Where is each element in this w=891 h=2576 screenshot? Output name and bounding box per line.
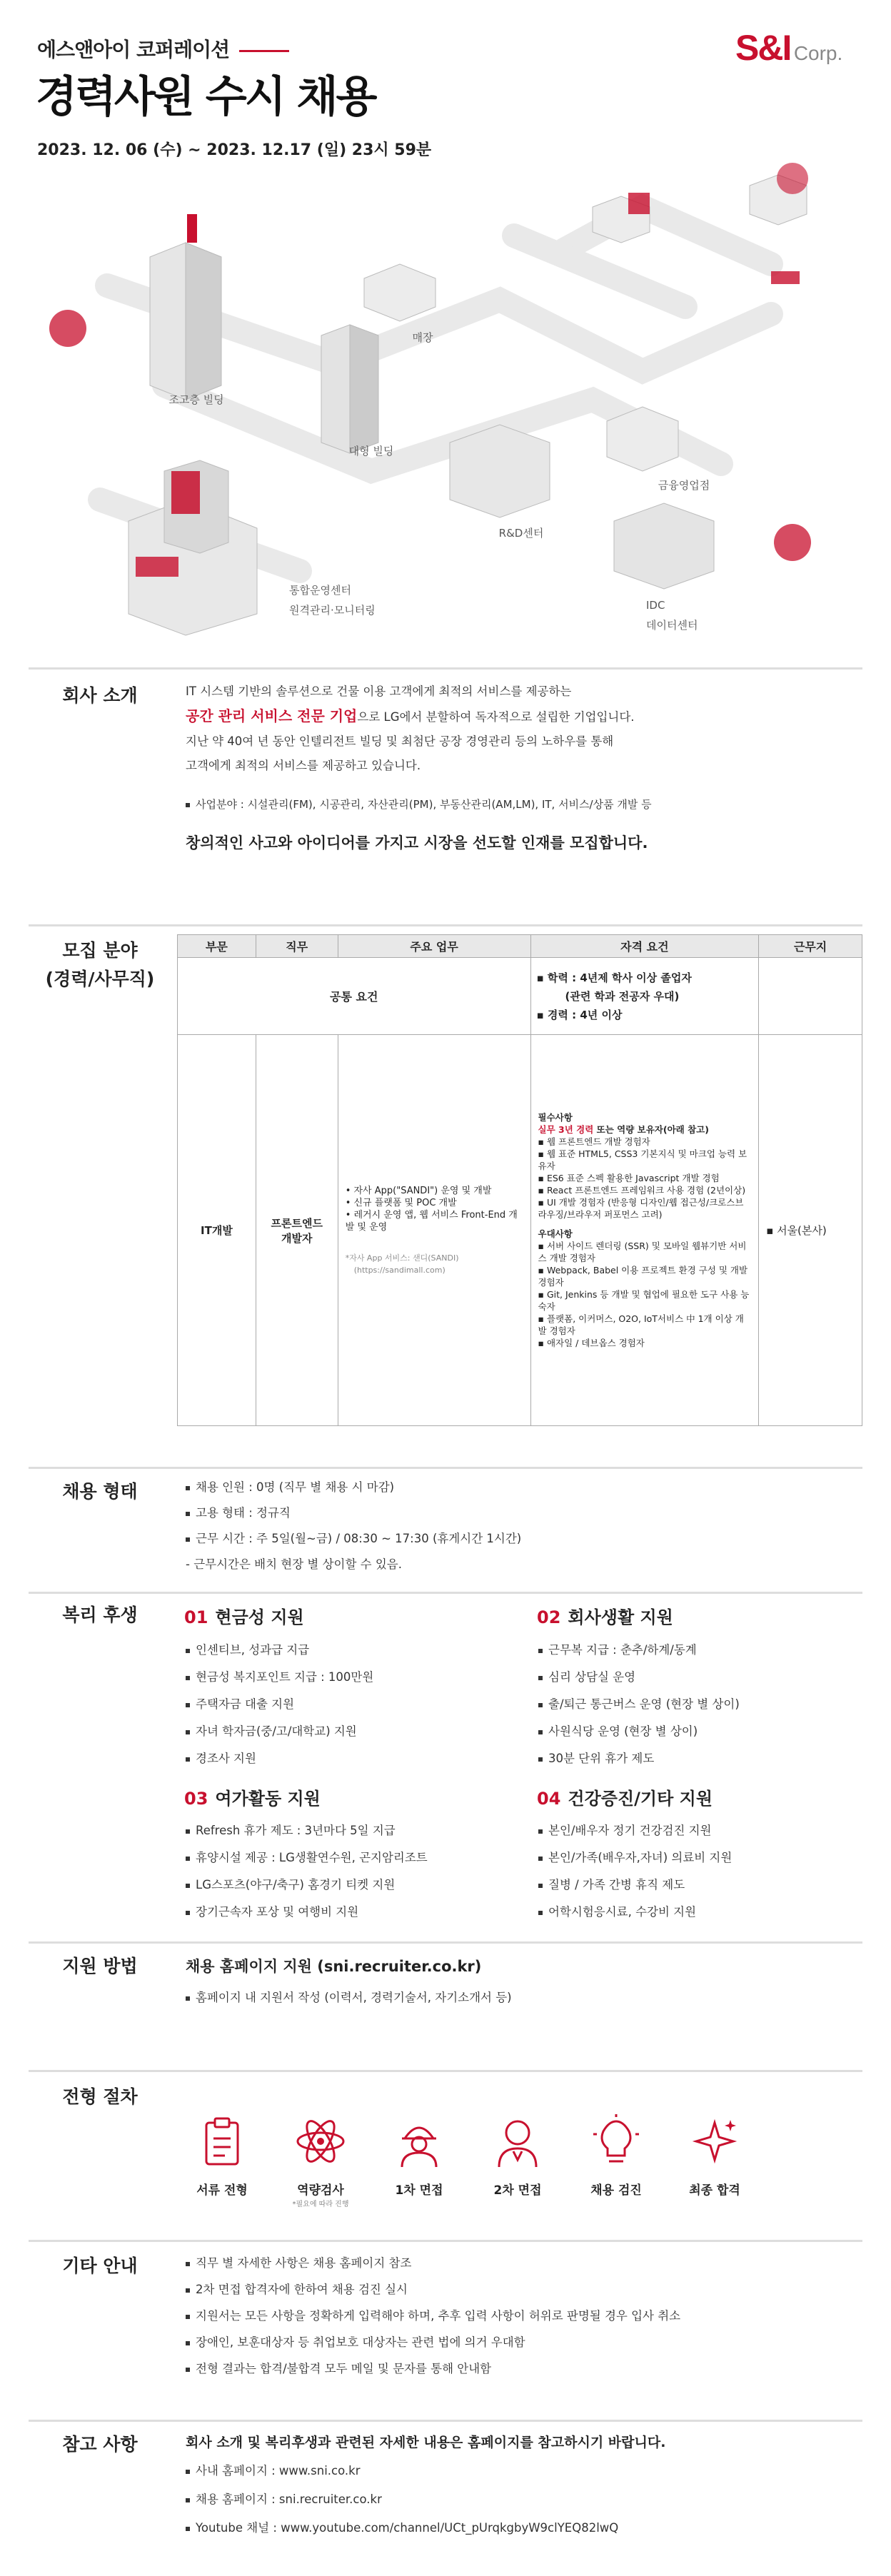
worker-icon [391,2113,448,2170]
step-assessment: 역량검사 *필요에 따라 진행 [274,2113,367,2208]
welfare-group-1-title: 01 현금성 지원 [184,1607,304,1627]
label-ops-center: 통합운영센터 [289,584,351,597]
company-name: 에스앤아이 코퍼레이션 [37,34,289,63]
welfare-group-1-list: 인센티브, 성과급 지급 현금성 복지포인트 지급 : 100만원 주택자금 대출 지원 자녀 학자금(중/고/대학교) 지원 경조사 지원 [186,1637,373,1772]
apply-body: 채용 홈페이지 지원 (sni.recruiter.co.kr) 홈페이지 내 지원서 작성 (이력서, 경력기술서, 자기소개서 등) [186,1958,512,2004]
step-document: 서류 전형 [176,2113,268,2198]
clipboard-icon [193,2113,251,2170]
person-icon [489,2113,546,2170]
welfare-group-2-title: 02 회사생활 지원 [537,1607,673,1627]
application-period: 2023. 12. 06 (수) ~ 2023. 12.17 (일) 23시 59분 [37,141,432,159]
employment-body: 채용 인원 : 0명 (직무 별 채용 시 마감) 고용 형태 : 정규직 근무 시간 : 주 5일(월~금) / 08:30 ~ 17:30 (휴게시간 1시간) - 근무시간은 배치 현장 별 상이할 수 있음. [186,1480,522,1571]
atom-icon [292,2113,349,2170]
page-title: 경력사원 수시 채용 [36,72,376,122]
divider [29,924,862,926]
employment-title: 채용 형태 [62,1481,138,1502]
welfare-group-2-list: 근무복 지급 : 춘추/하계/동계 심리 상담실 운영 출/퇴근 통근버스 운영 (현장 별 상이) 사원식당 운영 (현장 별 상이) 30분 단위 휴가 제도 [538,1637,740,1772]
recruit-title: 모집 분야 (경력/사무직) [45,940,155,989]
divider [29,2240,862,2242]
welfare-group-3-title: 03 여가활동 지원 [184,1789,321,1809]
about-title: 회사 소개 [62,685,138,706]
step-checkup: 채용 검진 [570,2113,663,2198]
sparkle-icon [686,2113,743,2170]
company-logo: S&I Corp. [735,28,843,68]
welfare-title: 복리 후생 [62,1605,138,1625]
divider [29,1941,862,1944]
welfare-group-4-list: 본인/배우자 정기 건강검진 지원 본인/가족(배우자,자녀) 의료비 지원 질병 / 가족 간병 휴직 제도 어학시험응시료, 수강비 지원 [538,1817,732,1926]
reference-title: 참고 사항 [62,2434,138,2455]
divider [29,2420,862,2422]
hero [0,0,891,646]
label-monitoring: 원격관리·모니터링 [289,604,376,617]
label-datacenter: 데이터센터 [646,619,698,632]
divider [29,667,862,670]
process-title: 전형 절차 [62,2086,138,2107]
divider [29,1467,862,1469]
label-rnd: R&D센터 [498,527,544,540]
label-large-building: 대형 빌딩 [348,445,394,458]
step-interview-1: 1차 면접 [373,2113,465,2198]
label-high-rise: 조고층 빌딩 [168,393,224,406]
welfare-group-4-title: 04 건강증진/기타 지원 [537,1789,713,1809]
about-body: IT 시스템 기반의 솔루션으로 건물 이용 고객에게 최적의 서비스를 제공하는 공간 관리 서비스 전문 기업으로 LG에서 분할하여 독자적으로 설립한 기업입니다. 지난 약 40여 년 동안 인텔리전트 빌딩 및 최첨단 공장 경영관리 등의 노하우를 통해 고객에게 최적의 서비스를 제공하고 있습니다. 사업분야 : 시설관리(FM), 시공관리, 자산관리(PM), 부동산관리(AM,LM), IT, 서비스/상품 개발 등 창의적인 사고와 아이디어를 가지고 시장을 선도할 인재를 모집합니다. [186,685,652,852]
etc-title: 기타 안내 [62,2256,138,2276]
apply-title: 지원 방법 [62,1956,138,1976]
recruit-table: 부문 직무 주요 업무 자격 요건 근무지 공통 요건 ▪ 학력 : 4년제 학사 이상 졸업자 (관련 학과 전공자 우대) ▪ 경력 : 4년 이상 IT개발 프론트엔드 개발자 • 자사 App("SANDI") 운영 및 개발 • 신규 플랫폼 및 POC 개발 • 레거시 운영 앱, 웹 서비스 Front-End 개발 및 운영 *자사 App 서비스: 샌디(SANDI) (https://sandimall.com) 필수사항 실무 3년 경력 또는 역량 보유자(아래 참고) ▪ 웹 프론트엔드 개발 경험자 ▪ 웹 표준 HTML5, CSS3 기본지식 및 마크업 능력 보유자 ▪ ES6 표준 스펙 활용한 Javascript 개발 경험 ▪ React 프론트엔드 프레임워크 사용 경험 (2년이상) ▪ UI 개발 경험자 (반응형 디자인/웹 접근성/크로스브라우징/브라우저 퍼포먼스 고려) 우대사항 ▪ 서버 사이드 렌더링 (SSR) 및 모바일 웹뷰기반 서비스 개발 경험자 ▪ Webpack, Babel 이용 프로젝트 환경 구성 및 개발 경험자 ▪ Git, Jenkins 등 개발 및 협업에 필요한 도구 사용 능숙자 ▪ 플랫폼, 이커머스, O2O, IoT서비스 中 1개 이상 개발 경험자 ▪ 애자일 / 데브옵스 경험자 ▪ 서울(본사) [177,934,862,1426]
step-interview-2: 2차 면접 [471,2113,564,2198]
lightbulb-icon [588,2113,645,2170]
divider [29,1592,862,1594]
welfare-group-3-list: Refresh 휴가 제도 : 3년마다 5일 지급 휴양시설 제공 : LG생활연수원, 곤지암리조트 LG스포츠(야구/축구) 홈경기 티켓 지원 장기근속자 포상 및 여행비 지원 [186,1817,428,1926]
etc-list: 직무 별 자세한 사항은 채용 홈페이지 참조 2차 면접 합격자에 한하여 채용 검진 실시 지원서는 모든 사항을 정확하게 입력해야 하며, 추후 입력 사항이 허위로 판명될 경우 입사 취소 장애인, 보훈대상자 등 취업보호 대상자는 관련 법에 의거 우대함 전형 결과는 합격/불합격 모두 메일 및 문자를 통해 안내함 [186,2250,680,2382]
label-store: 매장 [412,331,433,344]
label-idc: IDC [646,599,665,612]
label-finance: 금융영업점 [658,479,710,492]
step-final: 최종 합격 [668,2113,761,2198]
reference-body: 회사 소개 및 복리후생과 관련된 자세한 내용은 홈페이지를 참고하시기 바랍니다. 사내 홈페이지 : www.sni.co.kr 채용 홈페이지 : sni.recruiter.co.kr Youtube 채널 : www.youtube.com/channel/UCt_pUrqkgbyW9clYEQ82lwQ [186,2435,666,2535]
divider [29,2070,862,2072]
